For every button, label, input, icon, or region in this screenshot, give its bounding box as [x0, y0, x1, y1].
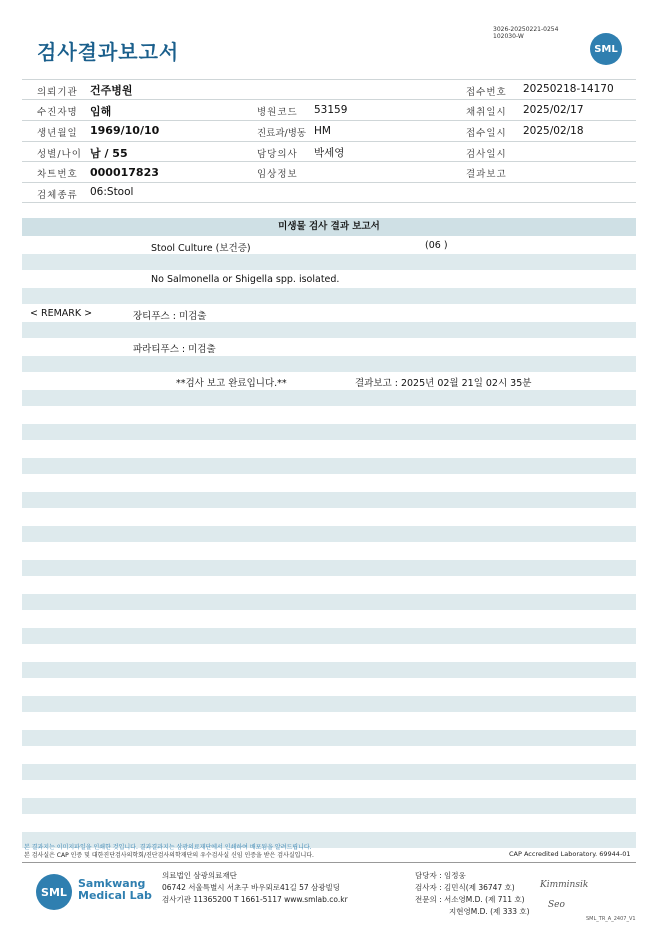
birth: 1969/10/10: [90, 124, 160, 137]
staff-manager: 담당자 : 임정웅: [415, 871, 466, 880]
document-number-line: 102030-W: [493, 33, 524, 40]
sml-logo-icon: SML: [590, 33, 622, 65]
request-org: 건주병원: [90, 84, 133, 97]
hospital-code: 53159: [314, 104, 348, 116]
divider: [22, 99, 636, 100]
table-band: [22, 254, 636, 270]
divider: [22, 182, 636, 183]
brand-line: Medical Lab: [78, 889, 152, 902]
dept-label: 진료과/병동: [257, 128, 307, 139]
test-name: Stool Culture (보건증): [151, 243, 251, 254]
sml-logo-icon: SML: [36, 874, 72, 910]
remark-label: < REMARK >: [30, 308, 93, 319]
result-report-label: 결과보고: [466, 169, 507, 180]
doctor-label: 담당의사: [257, 149, 298, 160]
table-band: [22, 288, 636, 304]
sex-age: 남 / 55: [90, 147, 128, 160]
brand-name: [78, 878, 152, 902]
brand-line: Samkwang: [78, 877, 146, 890]
table-band: [22, 560, 636, 576]
org-contact: 검사기관 11365200 T 1661-5117 www.smlab.co.kr: [162, 895, 348, 904]
doctor: 박세영: [314, 147, 345, 159]
staff-specialist: 전문의 : 서소영M.D. (제 711 호): [415, 895, 525, 904]
org-name: 의료법인 삼광의료재단: [162, 871, 237, 880]
staff-tester: 검사자 : 김민식(제 36747 호): [415, 883, 515, 892]
report-time: 결과보고 : 2025년 02월 21일 02시 35분: [355, 378, 532, 389]
signature-tester: Kimminsik: [540, 880, 589, 890]
divider: [22, 202, 636, 203]
table-band: [22, 594, 636, 610]
request-org-label: 의뢰기관: [37, 87, 78, 98]
collect-date: 2025/02/17: [523, 104, 584, 116]
table-band: [22, 730, 636, 746]
table-band: [22, 798, 636, 814]
table-band: [22, 764, 636, 780]
table-band: [22, 492, 636, 508]
receive-date-label: 접수일시: [466, 128, 507, 139]
table-band: [22, 662, 636, 678]
sex-age-label: 성별/나이: [37, 149, 82, 160]
form-code: SML_TR_A_2407_V1: [586, 916, 636, 922]
table-band: [22, 322, 636, 338]
divider: [22, 120, 636, 121]
staff-specialist-2: 지현영M.D. (제 333 호): [449, 907, 530, 916]
remark-typhoid: 장티푸스 : 미검출: [133, 311, 207, 322]
document-number-line: 3026-20250221-0254: [493, 26, 559, 33]
report-title: 검사결과보고서: [37, 40, 180, 64]
exam-date-label: 검사일시: [466, 149, 507, 160]
divider: [22, 141, 636, 142]
dept: HM: [314, 125, 331, 137]
remark-paratyphoid: 파라티푸스 : 미검출: [133, 344, 216, 355]
table-band: [22, 458, 636, 474]
divider: [22, 161, 636, 162]
receive-date: 2025/02/18: [523, 125, 584, 137]
receipt-no: 20250218-14170: [523, 83, 614, 95]
table-band: [22, 356, 636, 372]
report-heading: 미생물 검사 결과 보고서: [22, 218, 636, 236]
cap-accreditation: CAP Accredited Laboratory. 69944-01: [509, 850, 631, 858]
divider: [22, 79, 636, 80]
signature-specialist: Seo: [548, 900, 565, 910]
chart-no: 000017823: [90, 166, 159, 179]
specimen: 06:Stool: [90, 186, 134, 198]
birth-label: 생년월일: [37, 128, 78, 139]
org-address: 06742 서울특별시 서초구 바우뫼로41길 57 삼광빌딩: [162, 883, 341, 892]
table-band: [22, 424, 636, 440]
receipt-no-label: 접수번호: [466, 87, 507, 98]
table-band: [22, 628, 636, 644]
chart-no-label: 차트번호: [37, 169, 78, 180]
table-band: [22, 526, 636, 542]
divider: [22, 862, 636, 863]
table-band: [22, 696, 636, 712]
table-band: [22, 390, 636, 406]
hospital-code-label: 병원코드: [257, 107, 298, 118]
clinical-label: 임상정보: [257, 169, 298, 180]
collect-date-label: 채취일시: [466, 107, 507, 118]
specimen-label: 검체종류: [37, 190, 78, 201]
print-note: 본 결과지는 이미지파일을 인쇄한 것입니다. 결과결과지는 삼광의료재단에서 인쇄하여 배포됨을 알려드립니다.: [24, 844, 312, 851]
patient-name: 임해: [90, 105, 112, 118]
document-number: [493, 26, 558, 40]
test-code: (06 ): [425, 240, 448, 251]
report-complete: **검사 보고 완료입니다.**: [176, 378, 287, 389]
patient-name-label: 수진자명: [37, 107, 78, 118]
accreditation-note: 본 검사실은 CAP 인증 및 대한진단검사의학회/진단검사의학재단의 우수검사실 신임 인증을 받은 검사실입니다.: [24, 852, 314, 859]
test-result: No Salmonella or Shigella spp. isolated.: [151, 274, 340, 285]
